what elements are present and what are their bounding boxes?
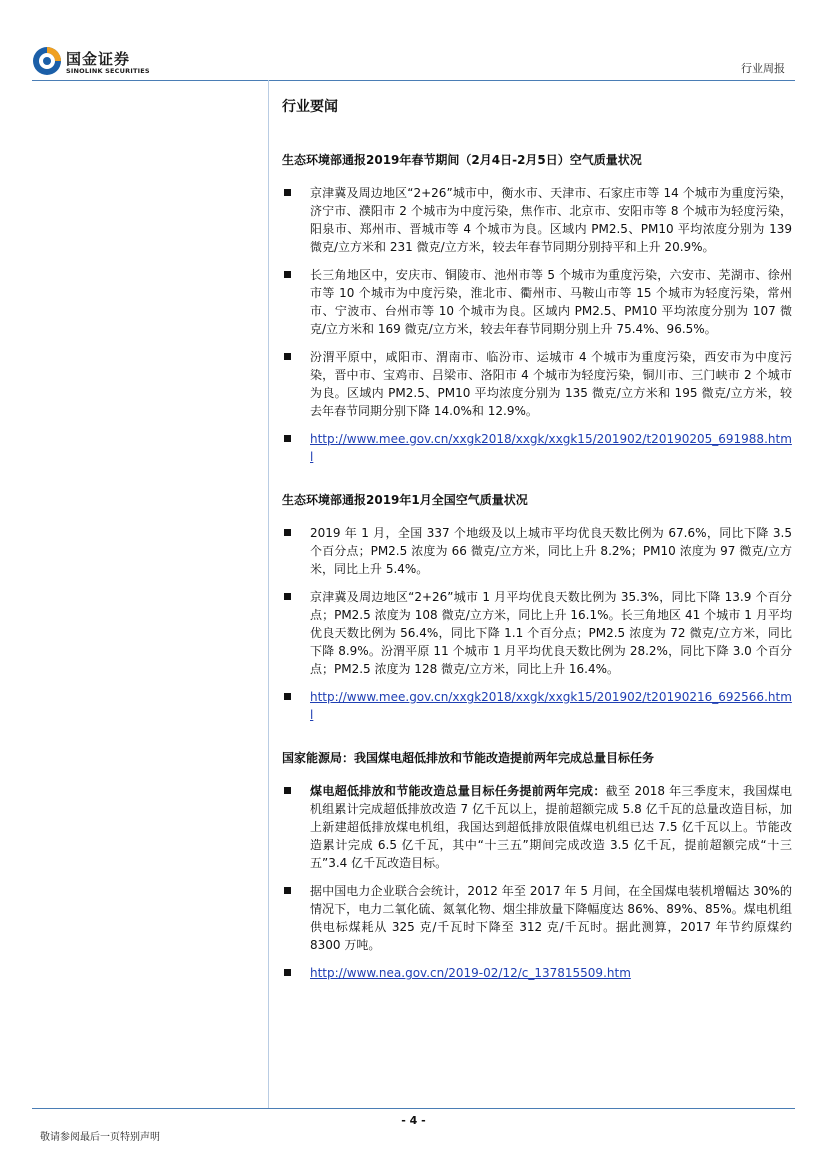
list-item-text: 据中国电力企业联合会统计，2012 年至 2017 年 5 月间，在全国煤电装机增幅达 30%的情况下，电力二氧化硫、氮氧化物、烟尘排放量下降幅度达 86%、89%、85%。煤电机组供电标煤耗从 325 克/千瓦时下降至 312 克/千瓦时。据此测算，2017 年节约原煤约 8300 万吨。 [310,884,792,952]
list-item [282,348,792,420]
news-title: 生态环境部通报2019年春节期间（2月4日-2月5日）空气质量状况 [282,153,642,167]
page-number: - 4 - [401,1114,426,1127]
news-list [282,524,792,724]
news-list [282,184,792,466]
bullet-square-icon [284,189,291,196]
list-item-text: 长三角地区中，安庆市、铜陵市、池州市等 5 个城市为重度污染，六安市、芜湖市、徐州市等 10 个城市为中度污染，淮北市、衢州市、马鞍山市等 15 个城市为轻度污染，常州市、宁波市、台州市等 10 个城市为良。区域内 PM2.5、PM10 平均浓度分别为 107 微克/立方米和 169 微克/立方米，较去年春节同期分别上升 75.4%、96.5%。 [310,268,792,336]
news-title: 生态环境部通报2019年1月全国空气质量状况 [282,493,528,507]
list-item [282,964,792,982]
list-item [282,882,792,954]
news-list [282,782,792,982]
list-item-text: 京津冀及周边地区“2+26”城市 1 月平均优良天数比例为 35.3%，同比下降 13.9 个百分点；PM2.5 浓度为 108 微克/立方米，同比上升 16.1%。长三角地区 41 个城市 1 月平均优良天数比例为 56.4%，同比下降 1.1 个百分点；PM2.5 浓度为 72 微克/立方米，同比下降 8.9%。汾渭平原 11 个城市 1 月平均优良天数比例为 28.2%，同比下降 3.0 个百分点；PM2.5 浓度为 128 微克/立方米，同比上升 16.4%。 [310,590,792,676]
footer-divider [32,1108,795,1109]
footer-disclaimer: 敬请参阅最后一页特别声明 [40,1132,160,1143]
bullet-square-icon [284,787,291,794]
lead-text: 煤电超低排放和节能改造总量目标任务提前两年完成： [310,784,606,798]
left-margin-rule [268,80,269,1108]
logo-text-en: SINOLINK SECURITIES [66,67,150,75]
list-item-text: 2019 年 1 月，全国 337 个地级及以上城市平均优良天数比例为 67.6%，同比下降 3.5 个百分点；PM2.5 浓度为 66 微克/立方米，同比上升 8.2%；PM10 浓度为 97 微克/立方米，同比上升 5.4%。 [310,526,792,576]
list-item [282,184,792,256]
bullet-square-icon [284,969,291,976]
news-title: 国家能源局：我国煤电超低排放和节能改造提前两年完成总量目标任务 [282,751,655,765]
bullet-square-icon [284,693,291,700]
list-item-text: 截至 2018 年三季度末，我国煤电机组累计完成超低排放改造 7 亿千瓦以上，提前超额完成 5.8 亿千瓦的总量改造目标，加上新建超低排放煤电机组，我国达到超低排放限值煤电机组已达 7.5 亿千瓦以上。节能改造累计完成 6.5 亿千瓦，其中“十三五”期间完成改造 3.5 亿千瓦，提前超额完成“十三五”3.4 亿千瓦改造目标。 [310,784,792,870]
list-item-text: 汾渭平原中，咸阳市、渭南市、临汾市、运城市 4 个城市为重度污染，西安市为中度污染，晋中市、宝鸡市、吕梁市、洛阳市 4 个城市为轻度污染，铜川市、三门峡市 2 个城市为良。区域内 PM2.5、PM10 平均浓度分别为 135 微克/立方米和 195 微克/立方米，较去年春节同期分别下降 14.0%和 12.9%。 [310,350,792,418]
list-item [282,588,792,678]
bullet-square-icon [284,593,291,600]
source-link[interactable]: http://www.mee.gov.cn/xxgk2018/xxgk/xxgk15/201902/t20190205_691988.html [310,432,792,464]
logo-text-cn: 国金证券 [66,50,131,68]
list-item [282,524,792,578]
bullet-square-icon [284,271,291,278]
list-item [282,430,792,466]
bullet-square-icon [284,353,291,360]
sinolink-logo-icon [32,46,62,76]
list-item-text: 京津冀及周边地区“2+26”城市中，衡水市、天津市、石家庄市等 14 个城市为重度污染，济宁市、濮阳市 2 个城市为中度污染，焦作市、北京市、安阳市等 8 个城市为轻度污染，阳泉市、郑州市、晋城市等 4 个城市为良。区域内 PM2.5、PM10 平均浓度分别为 139 微克/立方米和 231 微克/立方米，较去年春节同期分别持平和上升 20.9%。 [310,186,792,254]
main-content [282,96,792,992]
list-item [282,266,792,338]
report-type-label: 行业周报 [741,62,785,75]
bullet-square-icon [284,887,291,894]
bullet-square-icon [284,435,291,442]
company-logo [32,46,152,78]
source-link[interactable]: http://www.nea.gov.cn/2019-02/12/c_137815509.htm [310,966,631,980]
section-title: 行业要闻 [282,99,338,115]
source-link[interactable]: http://www.mee.gov.cn/xxgk2018/xxgk/xxgk15/201902/t20190216_692566.html [310,690,792,722]
bullet-square-icon [284,529,291,536]
list-item [282,688,792,724]
list-item [282,782,792,872]
header-divider [32,80,795,81]
